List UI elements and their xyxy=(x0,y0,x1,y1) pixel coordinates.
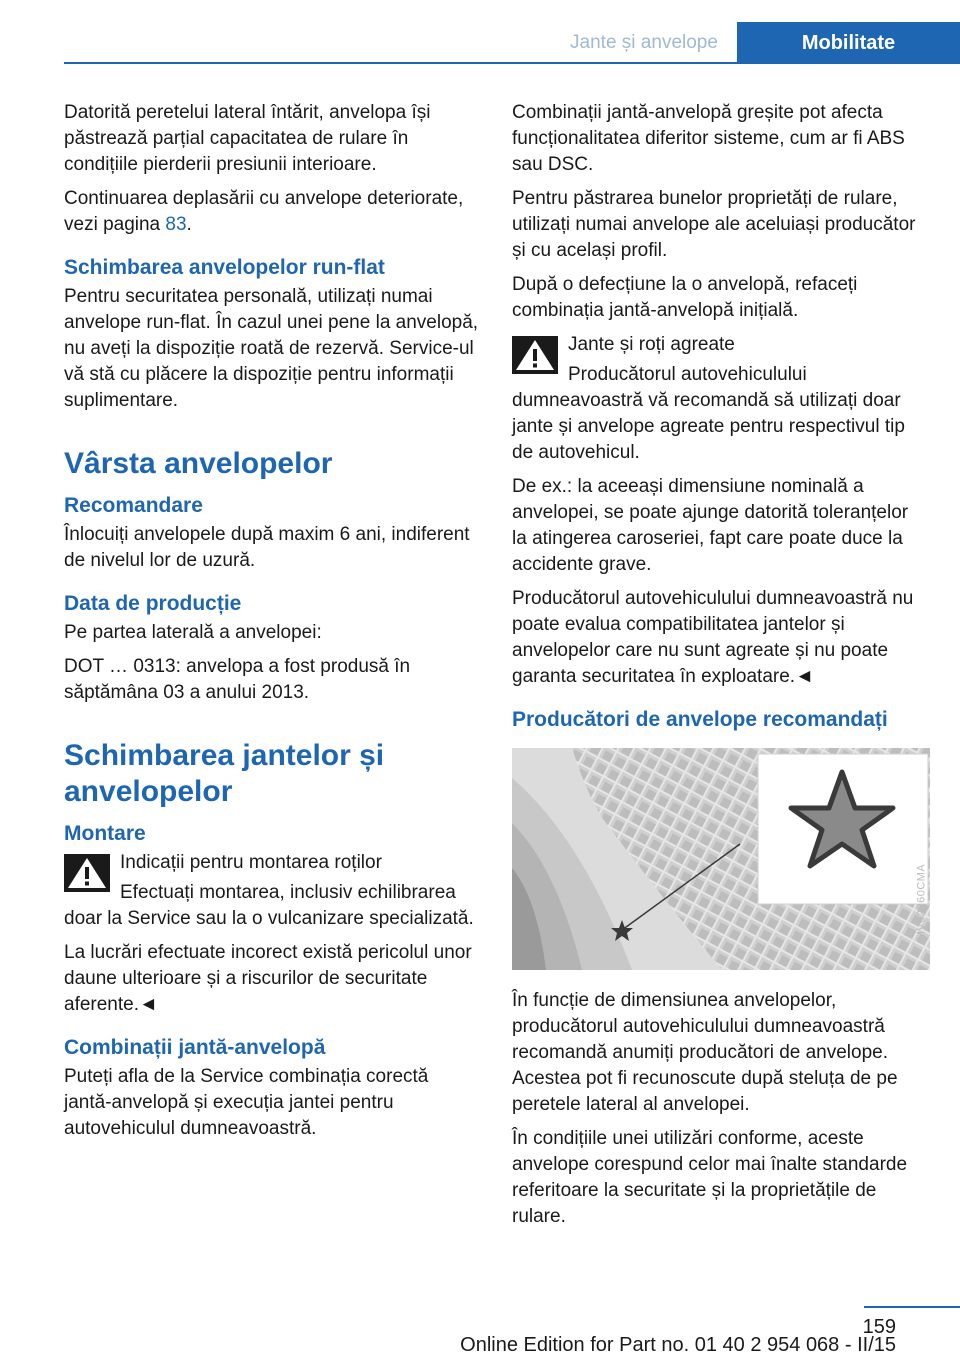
tire-star-figure xyxy=(512,748,930,970)
heading-change-wheels: Schimbarea jantelor și anvelopelor xyxy=(64,739,385,808)
paragraph: Datorită peretelui lateral întărit, anvelopa își păstrează parțial capacitatea de rulare în condițiile pierderii presiunii interioare. xyxy=(64,102,431,175)
paragraph: În funcție de dimensiunea anvelopelor, producătorul autovehiculului dumneavoastră recomandă anumiți producători de anvelope. Acestea pot fi recunoscute după steluța de pe peretele lateral al anvelopei. xyxy=(512,990,898,1115)
heading-tire-age: Vârsta anvelopelor xyxy=(64,447,333,480)
figure-code: MV02260CMA xyxy=(915,863,928,941)
paragraph: Combinații jantă-anvelopă greșite pot afecta funcționalitatea diferitor sisteme, cum ar fi ABS sau DSC. xyxy=(512,102,905,175)
paragraph: DOT … 0313: anvelopa a fost produsă în săptămâna 03 a anului 2013. xyxy=(64,656,411,703)
warning-title: Indicații pentru montarea roților xyxy=(120,852,382,873)
text: . xyxy=(186,214,192,235)
warning-triangle-icon xyxy=(64,854,110,892)
footer-rule xyxy=(864,1306,960,1308)
warning-mounting xyxy=(64,850,480,932)
paragraph: De ex.: la aceeași dimensiune nominală a anvelopei, se poate ajunge datorită toleranțelor la atingerea caroseriei, fapt care poate duce la accidente grave. xyxy=(512,476,909,575)
heading-combinations: Combinații jantă-anvelopă xyxy=(64,1036,326,1059)
paragraph: După o defecțiune la o anvelopă, refaceți combinația jantă-anvelopă inițială. xyxy=(512,274,858,321)
left-column xyxy=(64,100,480,1150)
text: Continuarea deplasării cu anvelope deteriorate, vezi pagina xyxy=(64,188,464,235)
paragraph: Pentru securitatea personală, utilizați numai anvelope run-flat. În cazul unei pene la anvelopă, nu aveți la dispoziție roată de rezervă. Service-ul vă stă cu plăcere la dispoziție pentru informații suplimentare. xyxy=(64,286,479,411)
paragraph: Înlocuiți anvelopele după maxim 6 ani, indiferent de nivelul lor de uzură. xyxy=(64,524,470,571)
paragraph: În condițiile unei utilizări conforme, aceste anvelope corespund celor mai înalte standarde referitoare la securitate și la proprietățile de rulare. xyxy=(512,1128,908,1227)
paragraph-with-reference xyxy=(64,186,480,238)
paragraph: La lucrări efectuate incorect există pericolul unor daune ulterioare și a riscurilor de securitate aferente.◄ xyxy=(64,942,472,1015)
heading-production-date: Data de producție xyxy=(64,592,242,615)
header-chapter-tab[interactable]: Mobilitate xyxy=(737,22,960,62)
page-reference-link[interactable]: 83 xyxy=(165,214,187,235)
tire-illustration xyxy=(512,748,930,970)
paragraph: Producătorul autovehiculului dumneavoastră nu poate evalua compatibilitatea jantelor și anvelopelor care nu sunt agreate și nu poate garanta securitatea în exploatare.◄ xyxy=(512,588,914,687)
heading-recommended-manufacturers: Producători de anvelope recomandați xyxy=(512,708,888,731)
warning-approved-wheels xyxy=(512,332,928,466)
footer-edition: Online Edition for Part no. 01 40 2 954 068 - II/15 xyxy=(460,1334,896,1356)
right-column xyxy=(512,100,928,1238)
paragraph: Pentru păstrarea bunelor proprietăți de rulare, utilizați numai anvelope ale aceluiași producător și cu același profil. xyxy=(512,188,916,261)
warning-title: Jante și roți agreate xyxy=(568,334,735,355)
page-number: 159 xyxy=(862,1316,896,1338)
heading-run-flat: Schimbarea anvelopelor run-flat xyxy=(64,256,385,279)
warning-text: Producătorul autovehiculului dumneavoastră vă recomandă să utilizați doar jante și anvelope agreate pentru respectivul tip de autovehicul. xyxy=(512,364,905,463)
paragraph: Pe partea laterală a anvelopei: xyxy=(64,622,322,643)
warning-triangle-icon xyxy=(512,336,558,374)
header-section-label[interactable]: Jante și anvelope xyxy=(570,32,718,53)
heading-mounting: Montare xyxy=(64,822,146,845)
heading-recommendation: Recomandare xyxy=(64,494,203,517)
header-rule xyxy=(64,62,960,64)
warning-text: Efectuați montarea, inclusiv echilibrarea doar la Service sau la o vulcanizare specializată. xyxy=(64,882,474,929)
paragraph: Puteți afla de la Service combinația corectă jantă-anvelopă și execuția jantei pentru autovehiculul dumneavoastră. xyxy=(64,1066,429,1139)
